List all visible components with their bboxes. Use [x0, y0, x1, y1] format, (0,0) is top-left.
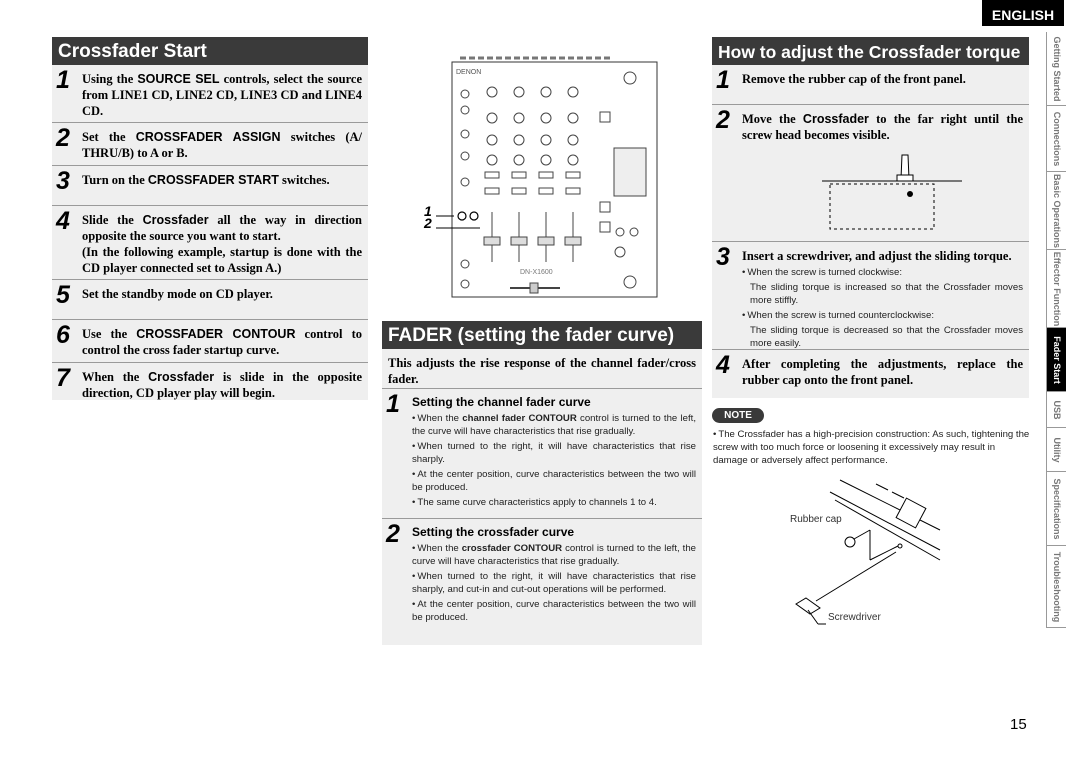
screwdriver-label: Screwdriver	[828, 612, 881, 623]
mixer-figure	[420, 52, 670, 302]
rubber-cap-label: Rubber cap	[790, 514, 842, 525]
screwdriver-figure	[780, 470, 950, 630]
control-name: Crossfader	[802, 112, 869, 126]
step-number: 2	[386, 520, 400, 548]
left-step: 7 When the Crossfader is slide in the opposite direction, CD player play will begin.	[56, 364, 363, 400]
left-step: 6 Use the CROSSFADER CONTOUR control to control the cross fader startup curve.	[52, 320, 368, 363]
left-step: 2 Set the CROSSFADER ASSIGN switches (A/ THRU/B) to A or B.	[52, 123, 368, 166]
note-text: • The Crossfader has a high-precision construction: As such, tightening the screw with too much force or loosening it excessively may result in damage or adversely affect performance.	[713, 428, 1031, 467]
step-number: 3	[716, 243, 730, 271]
step-number: 7	[56, 364, 70, 392]
sidebar-item-specifications[interactable]: Specifications	[1046, 472, 1066, 546]
control-name: CROSSFADER START	[147, 173, 279, 187]
page-number: 15	[1010, 716, 1027, 733]
torque-content	[712, 65, 1029, 398]
left-step: 3 Turn on the CROSSFADER START switches.	[52, 166, 368, 206]
control-name: CROSSFADER ASSIGN	[135, 130, 281, 144]
brand-label: DENON	[456, 69, 482, 76]
left-step: 5 Set the standby mode on CD player.	[52, 280, 368, 320]
fader-intro: This adjusts the rise response of the channel fader/cross fader.	[388, 356, 696, 386]
sidebar-item-fader-start[interactable]: Fader Start	[1046, 328, 1066, 392]
crossfader-start-steps	[52, 65, 368, 400]
screw-head-figure	[822, 151, 962, 236]
language-tab: ENGLISH	[982, 0, 1064, 26]
control-name: channel fader CONTOUR	[462, 413, 577, 424]
step-number: 4	[716, 351, 730, 379]
step-heading: Setting the crossfader curve	[412, 525, 575, 539]
sidebar-item-troubleshooting[interactable]: Troubleshooting	[1046, 546, 1066, 628]
left-step: 1 Using the SOURCE SEL controls, select the source from LINE1 CD, LINE2 CD, LINE3 CD and LINE4 CD.	[52, 65, 368, 123]
control-name: Crossfader	[148, 370, 215, 384]
note-badge: NOTE	[712, 408, 764, 423]
model-label: DN-X1600	[520, 269, 553, 276]
step-number: 1	[386, 390, 400, 418]
step-note: (In the following example, startup is done with the CD player connected set to Assign A.)	[82, 245, 362, 275]
step-heading: Setting the channel fader curve	[412, 395, 591, 409]
sidebar-item-utility[interactable]: Utility	[1046, 428, 1066, 472]
sidebar-item-getting-started[interactable]: Getting Started	[1046, 32, 1066, 106]
torque-step: 2 Move the Crossfader to the far right until the screw head becomes visible.	[712, 105, 1029, 242]
step-number: 3	[56, 167, 70, 195]
sidebar-item-usb[interactable]: USB	[1046, 392, 1066, 428]
control-name: SOURCE SEL	[137, 72, 220, 86]
sidebar-item-connections[interactable]: Connections	[1046, 106, 1066, 172]
callout-2: 2	[424, 215, 432, 231]
torque-step: 3 Insert a screwdriver, and adjust the sliding torque. • When the screw is turned clockwise: The sliding torque is increased so that the Crossfader moves more stiffly. • When the screw is turned counterclockwise: The sliding torque is decreased so that the Crossfader moves more easily.	[712, 242, 1029, 350]
sidebar-item-effector-function[interactable]: Effector Function	[1046, 250, 1066, 328]
torque-step: 4 After completing the adjustments, replace the rubber cap onto the front panel.	[716, 351, 1023, 387]
callout-1: 1	[424, 203, 432, 219]
step-number: 6	[56, 321, 70, 349]
fader-title: FADER (setting the fader curve)	[382, 321, 702, 349]
torque-step: 1 Remove the rubber cap of the front panel.	[712, 65, 1029, 105]
control-name: crossfader CONTOUR	[461, 543, 563, 554]
step-number: 2	[716, 106, 730, 134]
control-name: Crossfader	[142, 213, 209, 227]
step-number: 1	[716, 66, 730, 94]
control-name: CROSSFADER CONTOUR	[136, 327, 296, 341]
crossfader-start-title: Crossfader Start	[52, 37, 368, 65]
torque-title: How to adjust the Crossfader torque	[712, 37, 1029, 65]
fader-step: 2 Setting the crossfader curve • When the crossfader CONTOUR control is turned to the left, the curve will have characteristics that rise gradually. • When turned to the right, it will have characteristics that rise sharply, and cut-in and cut-out operations will be performed. • At the center position, curve characteristics between the two will be produced.	[382, 519, 702, 631]
step-number: 1	[56, 66, 70, 94]
section-sidebar	[1046, 32, 1066, 628]
step-number: 5	[56, 281, 70, 309]
step-number: 2	[56, 124, 70, 152]
fader-step: 1 Setting the channel fader curve • When the channel fader CONTOUR control is turned to the left, the curve will have characteristics that rise gradually. • When turned to the right, it will have characteristics that rise sharply. • At the center position, curve characteristics between the two will be produced. • The same curve characteristics apply to channels 1 to 4.	[382, 389, 702, 519]
left-step: 4 Slide the Crossfader all the way in direction opposite the source you want to start. (In the following example, startup is done with the CD player connected set to Assign A.)	[52, 206, 368, 280]
fader-content	[382, 349, 702, 645]
step-number: 4	[56, 207, 70, 235]
sidebar-item-basic-operations[interactable]: Basic Operations	[1046, 172, 1066, 250]
